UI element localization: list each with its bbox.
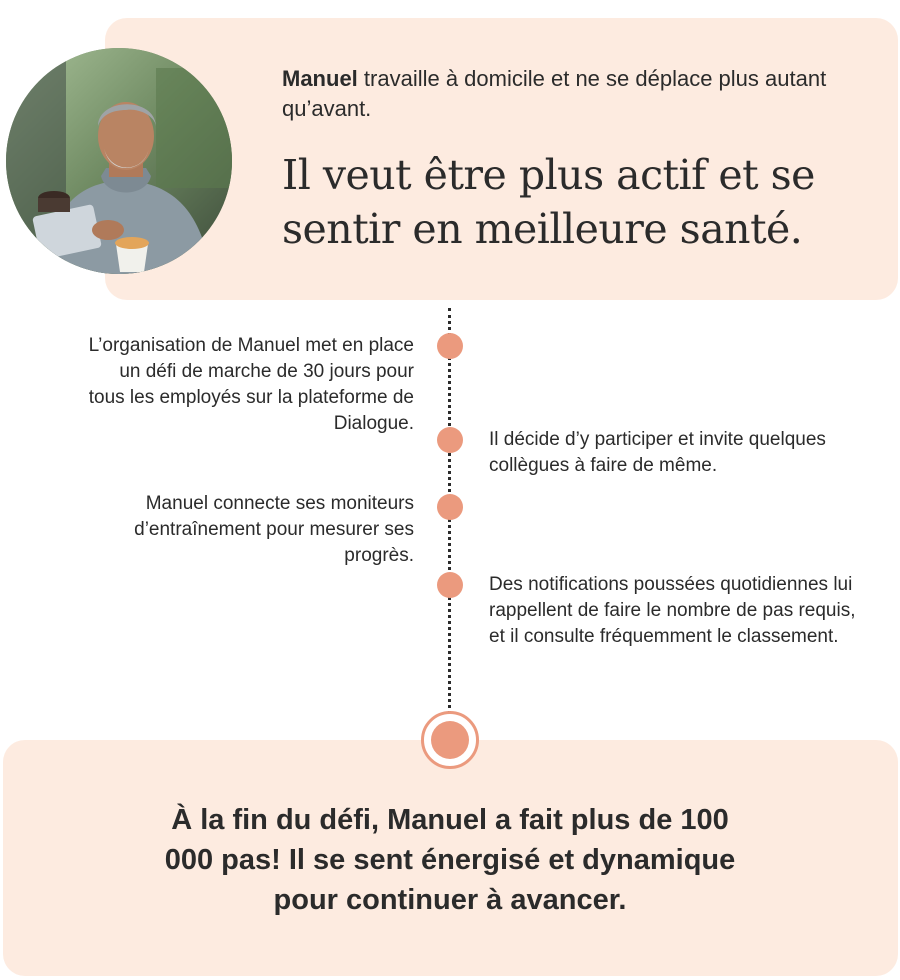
timeline-dot <box>437 333 463 359</box>
headline: Il veut être plus actif et se sentir en meilleure santé. <box>282 151 815 253</box>
timeline-dot <box>437 427 463 453</box>
timeline-dot <box>437 494 463 520</box>
timeline-step-4: Des notifications poussées quotidiennes lui rappellent de faire le nombre de pas requis, et il consulte fréquemment le classement. <box>489 574 856 647</box>
timeline-step-2: Il décide d’y participer et invite quelques collègues à faire de même. <box>489 429 826 476</box>
intro-rest: travaille à domicile et ne se déplace plus autant qu’avant. <box>282 66 827 121</box>
intro-name: Manuel <box>282 66 358 91</box>
outcome-text: À la fin du défi, Manuel a fait plus de 100 000 pas! Il se sent énergisé et dynamique pour continuer à avancer. <box>164 804 736 916</box>
timeline-end-marker <box>421 711 479 769</box>
timeline-step-1: L’organisation de Manuel met en place un défi de marche de 30 jours pour tous les employés sur la plateforme de Dialogue. <box>88 335 414 434</box>
timeline-step-3: Manuel connecte ses moniteurs d’entraînement pour mesurer ses progrès. <box>134 493 414 566</box>
timeline-dot <box>437 572 463 598</box>
man-with-tablet-photo-icon <box>6 48 232 274</box>
intro-text <box>282 64 842 124</box>
avatar <box>6 48 232 274</box>
